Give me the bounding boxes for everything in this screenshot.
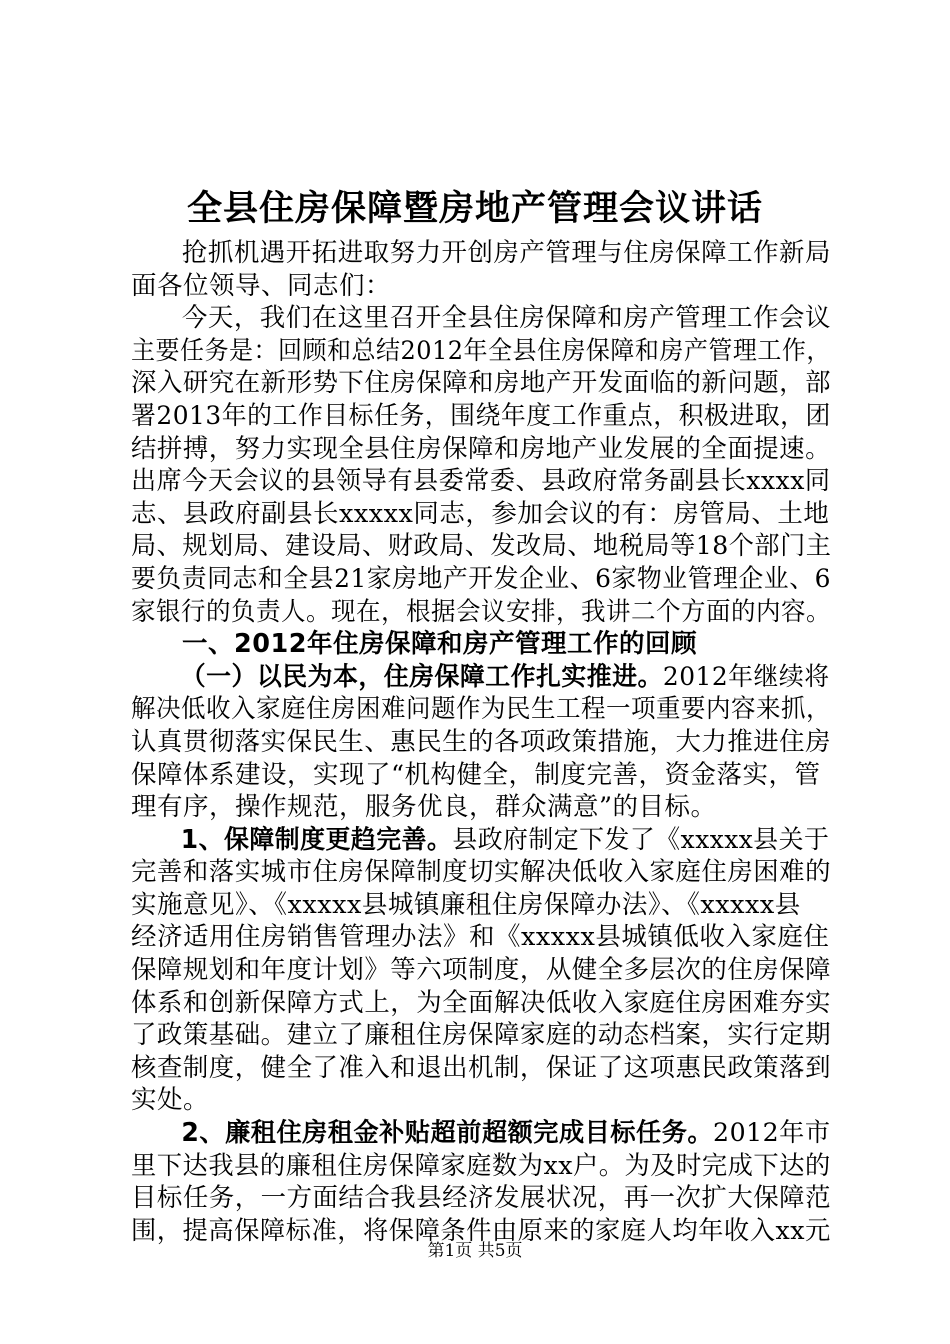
- bold-text-span: 一、2012年住房保障和房产管理工作的回顾: [182, 629, 697, 660]
- text-line: [131, 400, 831, 433]
- text-line: [131, 465, 831, 498]
- text-span: 要负责同志和全县21家房地产开发企业、6家物业管理企业、6: [131, 563, 831, 594]
- text-span: 面各位领导、同志们：: [131, 270, 392, 301]
- document-title: 全县住房保障暨房地产管理会议讲话: [186, 188, 763, 229]
- bold-text-span: （一）以民为本，住房保障工作扎实推进。: [180, 661, 663, 692]
- text-line: [131, 367, 832, 400]
- text-line: [131, 759, 831, 792]
- text-span: 实处。: [131, 1085, 210, 1116]
- text-span: 了政策基础。建立了廉租住房保障家庭的动态档案，实行定期: [131, 1020, 832, 1051]
- text-span: 实施意见》、《xxxxx县城镇廉租住房保障办法》、《xxxxx县: [131, 889, 801, 920]
- text-span: 经济适用住房销售管理办法》和《xxxxx县城镇低收入家庭住: [131, 922, 830, 953]
- text-line: [131, 987, 832, 1020]
- text-line: [131, 791, 831, 824]
- text-span: 局、规划局、建设局、财政局、发改局、地税局等18个部门主: [131, 531, 832, 562]
- text-span: 家银行的负责人。现在，根据会议安排，我讲二个方面的内容。: [131, 596, 831, 627]
- text-span: 目标任务，一方面结合我县经济发展状况，再一次扩大保障范: [131, 1183, 832, 1214]
- text-line: [131, 661, 830, 694]
- text-line: [131, 270, 831, 303]
- text-line: [131, 563, 831, 596]
- bold-text-span: 1、保障制度更趋完善。: [180, 824, 453, 855]
- text-line: [131, 1182, 832, 1215]
- text-span: 署2013年的工作目标任务，围绕年度工作重点，积极进取，团: [131, 400, 831, 431]
- text-line: [131, 1117, 831, 1150]
- text-span: 出席今天会议的县领导有县委常委、县政府常务副县长xxxx同: [131, 466, 831, 497]
- text-line: [131, 921, 831, 954]
- text-line: [131, 954, 832, 987]
- text-span: 认真贯彻落实保民生、惠民生的各项政策措施，大力推进住房: [131, 726, 832, 757]
- text-span: 体系和创新保障方式上，为全面解决低收入家庭住房困难夯实: [131, 987, 832, 1018]
- text-span: 理有序，操作规范，服务优良，群众满意”的目标。: [131, 792, 717, 823]
- page-footer: 第1页 共5页: [427, 1241, 523, 1261]
- text-span: 保障体系建设，实现了“机构健全，制度完善，资金落实，管: [131, 759, 821, 790]
- text-line: [131, 1150, 831, 1183]
- text-line: [131, 628, 831, 661]
- text-span: 主要任务是：回顾和总结2012年全县住房保障和房产管理工作，: [131, 335, 831, 366]
- text-line: [131, 237, 830, 270]
- text-line: [131, 1084, 831, 1117]
- text-line: [131, 596, 831, 629]
- text-span: 县政府制定下发了《xxxxx县关于: [452, 824, 830, 855]
- text-line: [131, 1019, 832, 1052]
- text-span: 完善和落实城市住房保障制度切实解决低收入家庭住房困难的: [131, 857, 832, 888]
- text-span: 里下达我县的廉租住房保障家庭数为xx户。为及时完成下达的: [131, 1150, 831, 1181]
- text-line: [131, 856, 832, 889]
- text-span: 志、县政府副县长xxxxx同志，参加会议的有：房管局、土地: [131, 498, 830, 529]
- text-span: 保障规划和年度计划》等六项制度，从健全多层次的住房保障: [131, 955, 832, 986]
- text-line: [131, 530, 832, 563]
- text-line: [131, 302, 830, 335]
- document-body: [131, 237, 831, 1247]
- text-line: [131, 433, 832, 466]
- text-span: 结拼搏，努力实现全县住房保障和房地产业发展的全面提速。: [131, 433, 832, 464]
- text-span: 围，提高保障标准，将保障条件由原来的家庭人均年收入xx元: [131, 1215, 831, 1246]
- text-span: 深入研究在新形势下住房保障和房地产开发面临的新问题，部: [131, 368, 832, 399]
- text-line: [131, 726, 832, 759]
- text-line: [131, 498, 831, 531]
- text-line: [131, 824, 830, 857]
- text-span: 抢抓机遇开拓进取努力开创房产管理与住房保障工作新局: [181, 238, 831, 268]
- text-span: 2012年继续将: [662, 661, 830, 692]
- text-line: [131, 693, 831, 726]
- text-span: 核查制度，健全了准入和退出机制，保证了这项惠民政策落到: [131, 1052, 832, 1083]
- text-line: [131, 1052, 832, 1085]
- text-span: 解决低收入家庭住房困难问题作为民生工程一项重要内容来抓，: [131, 694, 831, 725]
- text-line: [131, 335, 831, 368]
- bold-text-span: 2、廉租住房租金补贴超前超额完成目标任务。: [181, 1118, 714, 1149]
- text-span: 今天，我们在这里召开全县住房保障和房产管理工作会议: [181, 303, 831, 334]
- text-line: [131, 889, 831, 922]
- text-span: 2012年市: [713, 1118, 831, 1149]
